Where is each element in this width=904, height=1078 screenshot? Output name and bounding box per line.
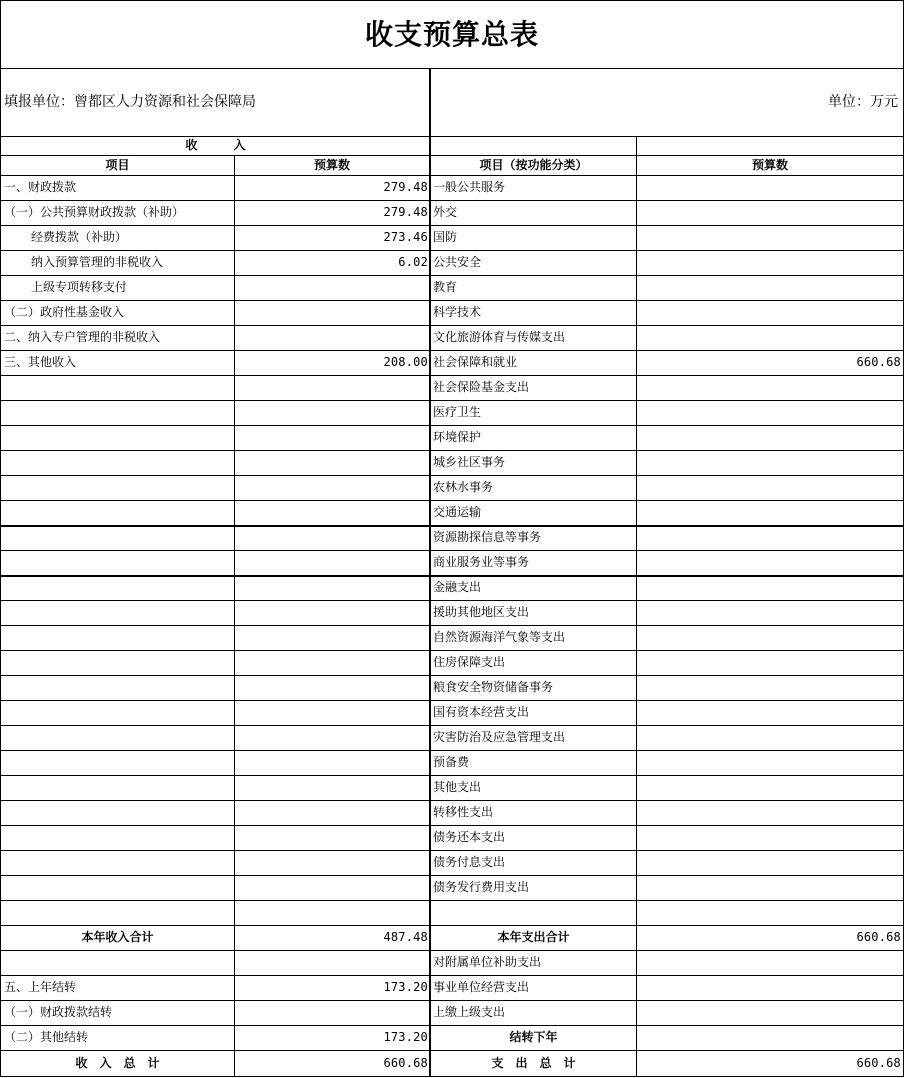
expense-amount-cell xyxy=(637,675,901,700)
income-item-cell xyxy=(1,950,234,975)
grid-hline xyxy=(0,400,904,401)
expense-item-cell: 教育 xyxy=(433,280,458,294)
income-item-cell xyxy=(1,775,234,800)
expense-amount-cell xyxy=(637,225,901,250)
income-item-cell xyxy=(1,625,234,650)
grid-hline xyxy=(0,300,904,301)
income-amount-cell xyxy=(235,725,428,750)
grid-hline xyxy=(0,325,904,326)
grid-hline xyxy=(0,350,904,351)
income-item-cell xyxy=(1,875,234,900)
grid-hline xyxy=(0,625,904,626)
expense-item-cell: 自然资源海洋气象等支出 xyxy=(433,630,566,644)
grid-hline xyxy=(0,950,904,951)
grid-hline xyxy=(0,250,904,251)
income-amount-cell xyxy=(235,575,428,600)
income-amount-cell xyxy=(235,625,428,650)
expense-amount-cell xyxy=(637,275,901,300)
expense-item-cell: 医疗卫生 xyxy=(433,405,482,419)
income-item-cell xyxy=(1,400,234,425)
expense-amount-cell xyxy=(637,1000,901,1025)
expense-item-cell: 债务还本支出 xyxy=(433,830,506,844)
expense-item-cell: 援助其他地区支出 xyxy=(433,605,530,619)
income-item-cell xyxy=(1,725,234,750)
income-amount-cell: 208.00 xyxy=(383,355,428,369)
income-item-cell xyxy=(1,550,234,575)
expense-item-cell: 本年支出合计 xyxy=(497,930,570,944)
expense-amount-cell xyxy=(637,425,901,450)
grid-vline xyxy=(0,0,1,1077)
expense-amount-cell xyxy=(637,525,901,550)
expense-item-cell: 社会保障和就业 xyxy=(433,355,518,369)
grid-hline xyxy=(0,200,904,201)
expense-amount-cell xyxy=(637,900,901,925)
income-item-cell: 二、纳入专户管理的非税收入 xyxy=(4,330,161,344)
expense-amount-cell xyxy=(637,325,901,350)
income-amount-cell xyxy=(235,900,428,925)
income-item-cell: 经费拨款（补助） xyxy=(31,230,128,244)
expense-amount-cell xyxy=(637,550,901,575)
expense-amount-cell: 660.68 xyxy=(856,355,901,369)
grid-hline xyxy=(0,1050,904,1051)
expense-item-cell: 国有资本经营支出 xyxy=(433,705,530,719)
income-amount-cell: 279.48 xyxy=(383,180,428,194)
income-item-cell xyxy=(1,825,234,850)
expense-item-cell: 环境保护 xyxy=(433,430,482,444)
expense-amount-cell xyxy=(637,875,901,900)
expense-item-cell: 灾害防治及应急管理支出 xyxy=(433,730,566,744)
expense-item-cell: 转移性支出 xyxy=(433,805,494,819)
income-amount-cell xyxy=(235,450,428,475)
income-item-cell: 纳入预算管理的非税收入 xyxy=(31,255,164,269)
income-item-cell xyxy=(1,575,234,600)
income-item-cell xyxy=(1,675,234,700)
income-item-cell xyxy=(1,900,234,925)
income-amount-cell: 487.48 xyxy=(383,930,428,944)
expense-amount-cell xyxy=(637,1025,901,1050)
expense-amount-cell xyxy=(637,850,901,875)
income-amount-cell xyxy=(235,525,428,550)
income-item-cell: 三、其他收入 xyxy=(4,355,77,369)
income-amount-cell: 6.02 xyxy=(398,255,428,269)
grid-hline xyxy=(0,725,904,726)
grid-hline xyxy=(0,525,904,527)
income-item-cell: （二）其他结转 xyxy=(4,1030,89,1044)
expense-amount-header: 预算数 xyxy=(751,158,788,172)
expense-item-cell: 一般公共服务 xyxy=(433,180,506,194)
expense-amount-cell xyxy=(637,375,901,400)
income-amount-cell: 173.20 xyxy=(383,980,428,994)
expense-amount-cell xyxy=(637,200,901,225)
grid-hline xyxy=(0,68,904,69)
income-amount-cell xyxy=(235,800,428,825)
income-amount-cell: 279.48 xyxy=(383,205,428,219)
grid-hline xyxy=(0,425,904,426)
grid-hline xyxy=(0,900,904,901)
income-amount-cell xyxy=(235,375,428,400)
expense-item-cell: 其他支出 xyxy=(433,780,482,794)
expense-item-cell: 对附属单位补助支出 xyxy=(433,955,542,969)
income-amount-cell xyxy=(235,775,428,800)
expense-item-cell: 支 出 总 计 xyxy=(491,1056,576,1070)
expense-item-cell: 结转下年 xyxy=(509,1030,558,1044)
grid-hline xyxy=(0,500,904,501)
expense-item-cell: 城乡社区事务 xyxy=(433,455,506,469)
grid-hline xyxy=(0,1076,904,1077)
expense-amount-cell xyxy=(637,975,901,1000)
income-item-cell: （二）政府性基金收入 xyxy=(4,305,125,319)
grid-hline xyxy=(0,0,904,1)
income-item-cell xyxy=(1,800,234,825)
income-item-cell xyxy=(1,600,234,625)
grid-hline xyxy=(0,1000,904,1001)
expense-item-cell: 债务付息支出 xyxy=(433,855,506,869)
expense-item-cell: 社会保险基金支出 xyxy=(433,380,530,394)
grid-vline xyxy=(429,68,431,1077)
expense-amount-cell xyxy=(637,825,901,850)
grid-hline xyxy=(0,475,904,476)
expense-item-cell: 金融支出 xyxy=(433,580,482,594)
grid-hline xyxy=(0,155,904,156)
income-amount-cell: 273.46 xyxy=(383,230,428,244)
income-section-header: 收 入 xyxy=(185,138,246,152)
grid-hline xyxy=(0,975,904,976)
expense-item-cell: 上缴上级支出 xyxy=(433,1005,506,1019)
income-item-cell: 上级专项转移支付 xyxy=(31,280,128,294)
expense-amount-cell xyxy=(637,475,901,500)
expense-item-cell: 文化旅游体育与传媒支出 xyxy=(433,330,566,344)
grid-hline xyxy=(0,175,904,176)
income-amount-cell xyxy=(235,950,428,975)
grid-hline xyxy=(0,750,904,751)
expense-item-header: 项目（按功能分类） xyxy=(479,158,588,172)
page-title: 收支预算总表 xyxy=(364,18,539,51)
income-item-cell xyxy=(1,650,234,675)
expense-amount-cell xyxy=(637,625,901,650)
expense-amount-cell xyxy=(637,600,901,625)
fill-unit-label: 填报单位：曾都区人力资源和社会保障局 xyxy=(4,94,256,110)
income-amount-cell xyxy=(235,1000,428,1025)
income-amount-cell: 660.68 xyxy=(383,1056,428,1070)
income-amount-cell xyxy=(235,750,428,775)
income-item-cell xyxy=(1,425,234,450)
grid-hline xyxy=(0,850,904,851)
income-amount-cell xyxy=(235,600,428,625)
income-item-cell xyxy=(1,450,234,475)
income-item-cell: 收 入 总 计 xyxy=(75,1056,160,1070)
expense-amount-cell xyxy=(637,950,901,975)
income-amount-cell xyxy=(235,325,428,350)
grid-hline xyxy=(0,925,904,926)
expense-item-cell: 粮食安全物资储备事务 xyxy=(433,680,554,694)
expense-item-cell xyxy=(431,900,636,925)
expense-amount-cell xyxy=(637,575,901,600)
grid-hline xyxy=(0,136,904,137)
expense-item-cell: 资源勘探信息等事务 xyxy=(433,530,542,544)
expense-item-cell: 国防 xyxy=(433,230,458,244)
expense-item-cell: 债务发行费用支出 xyxy=(433,880,530,894)
income-item-header: 项目 xyxy=(105,158,130,172)
grid-vline xyxy=(234,155,235,1077)
expense-amount-cell xyxy=(637,450,901,475)
income-amount-cell xyxy=(235,825,428,850)
income-amount-cell xyxy=(235,700,428,725)
unit-label: 单位：万元 xyxy=(828,94,898,110)
income-amount-cell xyxy=(235,550,428,575)
grid-hline xyxy=(0,575,904,577)
income-item-cell xyxy=(1,500,234,525)
income-item-cell xyxy=(1,850,234,875)
expense-item-cell: 交通运输 xyxy=(433,505,482,519)
grid-hline xyxy=(0,1025,904,1026)
grid-hline xyxy=(0,875,904,876)
income-amount-header: 预算数 xyxy=(313,158,350,172)
income-amount-cell xyxy=(235,275,428,300)
income-item-cell xyxy=(1,475,234,500)
income-amount-cell xyxy=(235,300,428,325)
expense-item-cell: 科学技术 xyxy=(433,305,482,319)
expense-amount-cell xyxy=(637,400,901,425)
income-item-cell: （一）公共预算财政拨款（补助） xyxy=(4,205,185,219)
grid-hline xyxy=(0,275,904,276)
grid-hline xyxy=(0,675,904,676)
expense-amount-cell xyxy=(637,725,901,750)
income-item-cell: 本年收入合计 xyxy=(81,930,154,944)
grid-hline xyxy=(0,775,904,776)
income-amount-cell xyxy=(235,675,428,700)
income-amount-cell xyxy=(235,500,428,525)
expense-amount-cell xyxy=(637,650,901,675)
income-amount-cell xyxy=(235,875,428,900)
grid-hline xyxy=(0,600,904,601)
grid-hline xyxy=(0,800,904,801)
grid-hline xyxy=(0,550,904,551)
expense-item-cell: 外交 xyxy=(433,205,458,219)
expense-amount-cell xyxy=(637,175,901,200)
grid-hline xyxy=(0,375,904,376)
expense-item-cell: 事业单位经营支出 xyxy=(433,980,530,994)
income-amount-cell xyxy=(235,850,428,875)
expense-amount-cell xyxy=(637,750,901,775)
expense-amount-cell xyxy=(637,300,901,325)
grid-hline xyxy=(0,450,904,451)
income-amount-cell xyxy=(235,650,428,675)
income-item-cell xyxy=(1,375,234,400)
income-amount-cell xyxy=(235,475,428,500)
income-item-cell: 五、上年结转 xyxy=(4,980,77,994)
income-item-cell xyxy=(1,750,234,775)
income-amount-cell xyxy=(235,400,428,425)
expense-item-cell: 商业服务业等事务 xyxy=(433,555,530,569)
expense-amount-cell xyxy=(637,500,901,525)
income-amount-cell: 173.20 xyxy=(383,1030,428,1044)
income-amount-cell xyxy=(235,425,428,450)
expense-amount-cell xyxy=(637,250,901,275)
expense-amount-cell: 660.68 xyxy=(856,930,901,944)
expense-item-cell: 农林水事务 xyxy=(433,480,494,494)
expense-amount-cell xyxy=(637,700,901,725)
income-item-cell xyxy=(1,700,234,725)
grid-hline xyxy=(0,225,904,226)
expense-item-cell: 预备费 xyxy=(433,755,470,769)
expense-item-cell: 公共安全 xyxy=(433,255,482,269)
expense-amount-cell: 660.68 xyxy=(856,1056,901,1070)
grid-hline xyxy=(0,700,904,701)
expense-amount-cell xyxy=(637,800,901,825)
expense-item-cell: 住房保障支出 xyxy=(433,655,506,669)
income-item-cell xyxy=(1,525,234,550)
expense-amount-cell xyxy=(637,775,901,800)
income-item-cell: 一、财政拨款 xyxy=(4,180,77,194)
grid-hline xyxy=(0,650,904,651)
grid-vline xyxy=(636,136,637,1077)
grid-hline xyxy=(0,825,904,826)
income-item-cell: （一）财政拨款结转 xyxy=(4,1005,113,1019)
